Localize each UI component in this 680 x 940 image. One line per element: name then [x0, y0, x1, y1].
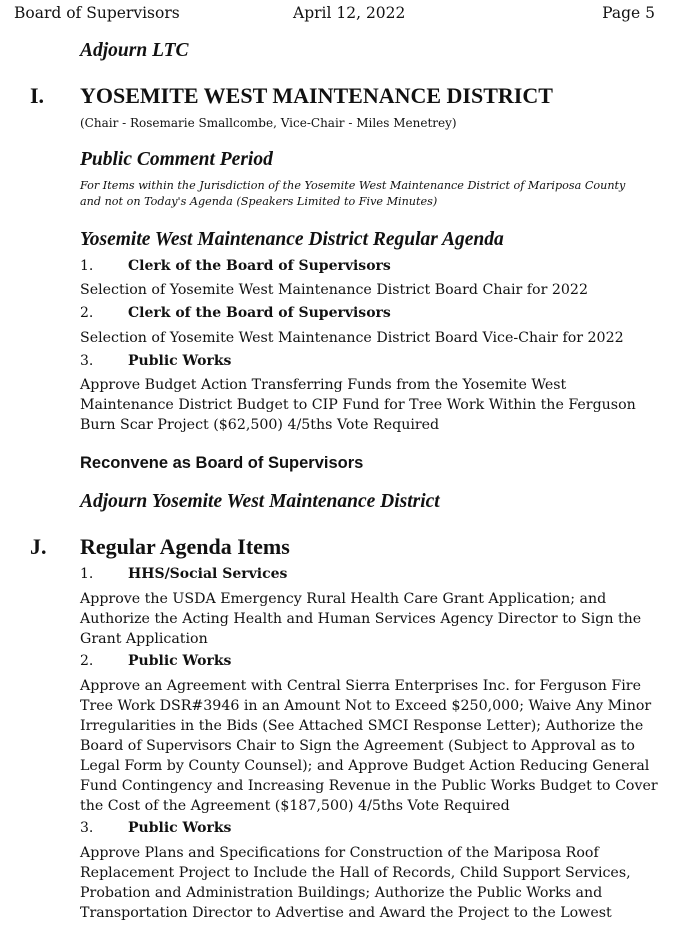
public-comment-note: For Items within the Jurisdiction of the Yosemite West Maintenance District of Mariposa County and not on Today's Agenda (Speakers Limited to Five Minutes): [80, 179, 626, 208]
item-number: 2.: [80, 305, 94, 321]
item-description: Selection of Yosemite West Maintenance District Board Chair for 2022: [80, 282, 588, 298]
adjourn-ywmd-heading: Adjourn Yosemite West Maintenance District: [80, 491, 440, 512]
regular-agenda-heading: Yosemite West Maintenance District Regular Agenda: [80, 229, 504, 250]
reconvene-heading: Reconvene as Board of Supervisors: [80, 454, 364, 472]
item-department: Clerk of the Board of Supervisors: [128, 258, 391, 274]
header-date: April 12, 2022: [293, 4, 406, 22]
item-department: Clerk of the Board of Supervisors: [128, 305, 391, 321]
item-number: 2.: [80, 653, 94, 669]
item-department: Public Works: [128, 353, 232, 369]
item-description: Approve the USDA Emergency Rural Health Care Grant Application; and Authorize the Acting Health and Human Services Agency Director to Sign the Grant Application: [80, 591, 642, 647]
section-i-letter: I.: [30, 83, 45, 108]
item-description: Approve Budget Action Transferring Funds from the Yosemite West Maintenance District Budget to CIP Fund for Tree Work Within the Ferguson Burn Scar Project ($62,500) 4/5ths Vote Required: [80, 377, 636, 433]
header-page-number: Page 5: [602, 4, 655, 22]
item-description: Selection of Yosemite West Maintenance District Board Vice-Chair for 2022: [80, 330, 624, 346]
item-department: Public Works: [128, 820, 232, 836]
section-i-chair-line: (Chair - Rosemarie Smallcombe, Vice-Chair - Miles Menetrey): [80, 116, 457, 130]
adjourn-ltc-heading: Adjourn LTC: [80, 40, 189, 61]
item-number: 1.: [80, 566, 94, 582]
header-board-name: Board of Supervisors: [14, 4, 180, 22]
item-department: Public Works: [128, 653, 232, 669]
public-comment-heading: Public Comment Period: [80, 149, 273, 170]
item-number: 1.: [80, 258, 94, 274]
item-department: HHS/Social Services: [128, 566, 288, 582]
section-j-letter: J.: [30, 534, 47, 559]
item-number: 3.: [80, 353, 94, 369]
item-description: Approve Plans and Specifications for Construction of the Mariposa Roof Replacement Project to Include the Hall of Records, Child Support Services, Probation and Administration Buildings; Authorize the Public Works and Transportation Director to Advertise and Award the Project to the Lowest: [80, 845, 631, 921]
item-description: Approve an Agreement with Central Sierra Enterprises Inc. for Ferguson Fire Tree Work DSR#3946 in an Amount Not to Exceed $250,000; Waive Any Minor Irregularities in the Bids (See Attached SMCI Response Letter); Authorize the Board of Supervisors Chair to Sign the Agreement (Subject to Approval as to Legal Form by County Counsel); and Approve Budget Action Reducing General Fund Contingency and Increasing Revenue in the Public Works Budget to Cover the Cost of the Agreement ($187,500) 4/5ths Vote Required: [80, 678, 658, 814]
section-i-title: YOSEMITE WEST MAINTENANCE DISTRICT: [80, 83, 553, 108]
section-j-title: Regular Agenda Items: [80, 534, 290, 559]
item-number: 3.: [80, 820, 94, 836]
